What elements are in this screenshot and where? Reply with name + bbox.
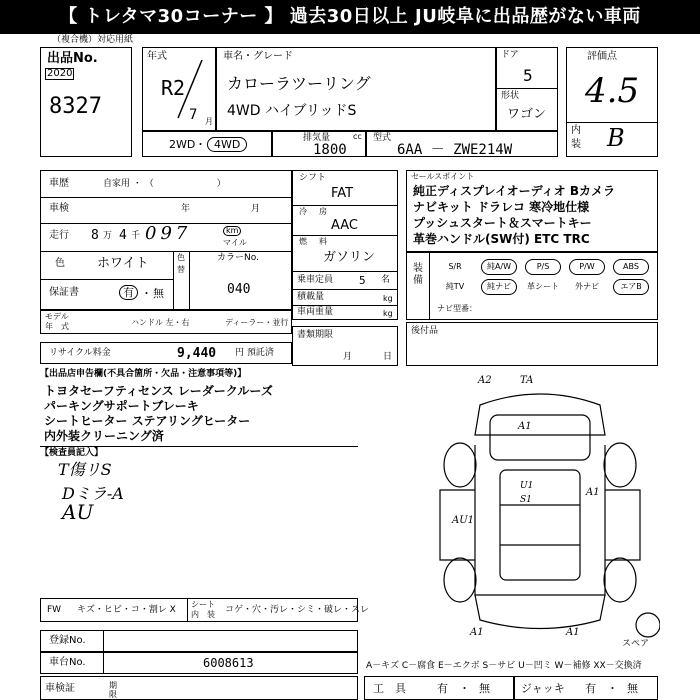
model-code-label: 型式 bbox=[373, 133, 392, 143]
damage-code-legend: A－キズ C－腐食 E－エクボ S－サビ U－凹ミ W－補修 XX－交換済 bbox=[366, 661, 642, 671]
sales-point-line: 革巻ハンドル(SW付) ETC TRC bbox=[413, 232, 590, 246]
sales-points-label: セールスポイント bbox=[411, 172, 475, 181]
ac-label-1: 冷 bbox=[299, 207, 307, 216]
body-type-value: ワゴン bbox=[507, 107, 547, 122]
history-value: 自家用 ・ （ ） bbox=[103, 179, 226, 189]
equipment-box bbox=[406, 252, 658, 320]
tools-sep: ・ bbox=[459, 682, 470, 695]
interior-label-1: 内 bbox=[571, 125, 581, 136]
equip-navi-circled: 純ナビ bbox=[481, 279, 517, 295]
equip-sunroof: S/R bbox=[448, 262, 462, 271]
front-right-wheel-outline bbox=[604, 443, 636, 487]
vehicle-cert-label: 車検証 bbox=[45, 683, 75, 694]
recycle-box bbox=[40, 342, 292, 364]
banner-title: 【 トレタマ30コーナー 】 過去30日以上 JU岐阜に出品歴がない車両 bbox=[0, 0, 700, 34]
aftermarket-box bbox=[406, 322, 658, 366]
weight-unit: kg bbox=[383, 309, 393, 318]
mark-a1-right: A1 bbox=[586, 487, 600, 498]
deadline-month: 月 bbox=[343, 352, 353, 362]
mileage-sen: 4 bbox=[119, 228, 127, 243]
jack-no: 無 bbox=[627, 682, 638, 695]
deadline-day: 日 bbox=[383, 352, 393, 362]
mark-a1-hood: A1 bbox=[518, 421, 532, 432]
interior-score: B bbox=[607, 124, 625, 152]
rear-bumper-outline bbox=[475, 595, 605, 629]
chassis-value: 6008613 bbox=[203, 656, 254, 670]
ac-value: AAC bbox=[331, 218, 358, 233]
paper-note: （複合機）対応用紙 bbox=[52, 35, 134, 45]
drive-sep: ・ bbox=[195, 138, 206, 151]
model-label: 車名・グレード bbox=[223, 51, 293, 62]
model-year-l2: 年 式 bbox=[45, 322, 69, 331]
interior-label-2: 装 bbox=[571, 139, 581, 150]
mileage-km-circled: km bbox=[223, 226, 241, 236]
shift-label: シフト bbox=[299, 173, 327, 183]
model-box bbox=[216, 47, 496, 131]
inspector-label: 【検査員記入】 bbox=[40, 448, 104, 458]
roof-outline bbox=[500, 470, 580, 580]
lot-number: 8327 bbox=[49, 94, 102, 119]
condition-box bbox=[40, 598, 370, 622]
equip-alloy-wheel-circled: 純A/W bbox=[481, 259, 517, 275]
equip-leather-seat: 革シート bbox=[527, 282, 559, 291]
mark-u1: U1 bbox=[520, 481, 534, 491]
spare-tire-outline bbox=[636, 613, 660, 637]
front-left-wheel-outline bbox=[444, 443, 476, 487]
sales-point-line: 純正ディスプレイオーディオ Bカメラ bbox=[413, 184, 615, 198]
displacement-label: 排気量 bbox=[303, 133, 331, 143]
equip-power-window-circled: P/W bbox=[569, 259, 605, 275]
color-change-1: 色 bbox=[177, 253, 185, 262]
model-code-value: 6AA － ZWE214W bbox=[397, 142, 513, 158]
equip-tv: 純TV bbox=[445, 282, 465, 291]
warranty-label: 保証書 bbox=[49, 287, 79, 298]
month-unit: 月 bbox=[205, 117, 213, 126]
equipment-label: 装備 bbox=[413, 263, 423, 286]
score-value: 4.5 bbox=[585, 71, 640, 111]
shift-value: FAT bbox=[331, 186, 354, 201]
displacement-unit: cc bbox=[353, 132, 362, 141]
rear-right-wheel-outline bbox=[604, 558, 636, 602]
spare-label: スペア bbox=[622, 639, 650, 649]
deadline-label: 書類期限 bbox=[297, 330, 334, 340]
dealer-import: ディーラー・並行 bbox=[225, 318, 289, 327]
mark-a1-rear-right: A1 bbox=[566, 627, 580, 638]
mark-au1: AU1 bbox=[452, 515, 475, 526]
capacity-label: 乗車定員 bbox=[297, 275, 334, 285]
car-damage-diagram bbox=[420, 375, 660, 645]
sales-points-box bbox=[406, 170, 658, 252]
score-label: 評価点 bbox=[587, 51, 617, 62]
sales-point-line: プッシュスタート＆スマートキー bbox=[413, 216, 592, 230]
mark-a1-rear-left: A1 bbox=[470, 627, 484, 638]
fuel-label-1: 燃 bbox=[299, 237, 307, 246]
equip-aftermarket-navi: 外ナビ bbox=[575, 282, 599, 291]
remark-line: シートヒーター ステアリングヒーター bbox=[44, 414, 251, 428]
drive-2wd: 2WD bbox=[169, 138, 196, 151]
load-unit: kg bbox=[383, 294, 393, 303]
right-side-outline bbox=[605, 490, 640, 560]
vehicle-cert-box bbox=[40, 676, 358, 700]
recycle-value: 9,440 bbox=[177, 346, 217, 361]
year-label: 年式 bbox=[147, 51, 167, 62]
inspection-label: 車検 bbox=[49, 203, 69, 214]
model-code-box bbox=[366, 131, 558, 157]
tools-yes: 有 bbox=[437, 682, 448, 695]
weight-label: 車両重量 bbox=[297, 307, 334, 317]
displacement-box bbox=[272, 131, 366, 157]
displacement-value: 1800 bbox=[313, 142, 347, 158]
color-value: ホワイト bbox=[97, 256, 149, 271]
door-label: ドア bbox=[501, 50, 519, 60]
remark-line: 内外装クリーニング済 bbox=[44, 429, 164, 443]
inspector-note: AU bbox=[62, 500, 94, 524]
hood-outline bbox=[490, 415, 590, 460]
seat-items: コゲ・穴・汚レ・シミ・破レ・スレ bbox=[225, 605, 370, 615]
seat-label-2: 内 装 bbox=[191, 610, 215, 619]
color-no-value: 040 bbox=[227, 282, 251, 297]
capacity-value: 5 bbox=[359, 274, 366, 287]
equip-airbag-circled: エアB bbox=[613, 279, 649, 295]
equip-power-steering-circled: P/S bbox=[525, 259, 561, 275]
model-year-l1: モデル bbox=[45, 312, 69, 321]
year-slash bbox=[172, 60, 212, 123]
model-name: カローラツーリング bbox=[227, 74, 371, 93]
score-box bbox=[566, 47, 658, 157]
warranty-sep: ・ bbox=[141, 287, 152, 300]
deadline-box bbox=[292, 326, 398, 366]
warranty-yes-circled: 有 bbox=[119, 285, 138, 300]
tools-label: 工 具 bbox=[373, 682, 406, 695]
ac-label-2: 房 bbox=[319, 207, 327, 216]
equip-abs-circled: ABS bbox=[613, 259, 649, 275]
jack-box bbox=[514, 676, 658, 700]
remarks-label: 【出品店申告欄(不具合箇所・欠品・注意事項等)】 bbox=[40, 369, 247, 379]
model-grade: 4WD ハイブリッドS bbox=[227, 103, 357, 119]
mark-s1: S1 bbox=[520, 495, 532, 505]
body-type-label: 形状 bbox=[501, 91, 520, 101]
color-change-2: 替 bbox=[177, 265, 185, 274]
mileage-label: 走行 bbox=[49, 230, 69, 241]
fuel-label-2: 料 bbox=[319, 237, 327, 246]
jack-yes: 有 bbox=[585, 682, 596, 695]
specs-table bbox=[292, 170, 398, 320]
capacity-unit: 名 bbox=[381, 275, 391, 285]
color-label: 色 bbox=[55, 258, 65, 269]
rear-left-wheel-outline bbox=[444, 558, 476, 602]
warranty-no: 無 bbox=[153, 287, 164, 300]
inspector-note: Dミラ-A bbox=[62, 484, 124, 503]
chassis-box bbox=[40, 652, 358, 674]
lot-year-box: 2020 bbox=[47, 68, 73, 79]
sales-point-line: ナビキット ドラレコ 寒冷地仕様 bbox=[413, 200, 590, 214]
lot-label: 出品No. bbox=[47, 51, 98, 66]
mark-a2: A2 bbox=[478, 375, 492, 386]
fuel-value: ガソリン bbox=[323, 250, 376, 265]
chassis-label: 車台No. bbox=[49, 657, 86, 668]
remark-line: パーキングサポートブレーキ bbox=[44, 399, 199, 413]
vehicle-info-table bbox=[40, 170, 292, 310]
remark-line: トヨタセーフティセンス レーダークルーズ bbox=[44, 384, 273, 398]
tools-no: 無 bbox=[479, 682, 490, 695]
year-era: R2 bbox=[161, 76, 186, 100]
door-body-box bbox=[496, 47, 558, 131]
inspection-month-unit: 月 bbox=[251, 204, 261, 214]
registration-box bbox=[40, 630, 358, 652]
inspection-year-unit: 年 bbox=[181, 204, 191, 214]
drive-4wd-circled: 4WD bbox=[207, 137, 247, 152]
jack-label: ジャッキ bbox=[521, 682, 565, 695]
registration-label: 登録No. bbox=[49, 635, 86, 646]
lot-number-box bbox=[40, 47, 132, 157]
mileage-man: 8 bbox=[91, 228, 99, 243]
recycle-unit: 円 預託済 bbox=[235, 348, 274, 358]
color-no-label: カラーNo. bbox=[217, 253, 259, 263]
year-month: 7 bbox=[189, 107, 198, 123]
mark-ta: TA bbox=[520, 375, 534, 386]
drive-box bbox=[142, 131, 272, 157]
mileage-mile: マイル bbox=[223, 238, 247, 247]
navi-type-label: ナビ型番： bbox=[437, 304, 477, 313]
vehicle-cert-period: 期限 bbox=[109, 681, 117, 699]
recycle-label: リサイクル料金 bbox=[49, 348, 111, 358]
mileage-man-unit: 万 bbox=[103, 231, 113, 241]
body-outline bbox=[475, 445, 605, 595]
load-label: 積載量 bbox=[297, 292, 325, 302]
mileage-sen-unit: 千 bbox=[131, 231, 141, 241]
jack-sep: ・ bbox=[607, 682, 618, 695]
aftermarket-label: 後付品 bbox=[411, 326, 439, 336]
inspector-note: T傷リS bbox=[58, 460, 112, 479]
tools-box bbox=[364, 676, 514, 700]
door-count: 5 bbox=[523, 66, 533, 85]
handle-side: ハンドル 左・右 bbox=[131, 318, 190, 327]
mileage-rest: 097 bbox=[145, 223, 192, 244]
model-year-row bbox=[40, 310, 292, 334]
history-label: 車歴 bbox=[49, 178, 69, 189]
seat-label-1: シート bbox=[191, 600, 215, 609]
fw-label: FW bbox=[47, 605, 62, 615]
fw-items: キズ・ヒビ・コ・割レ X bbox=[77, 605, 176, 615]
